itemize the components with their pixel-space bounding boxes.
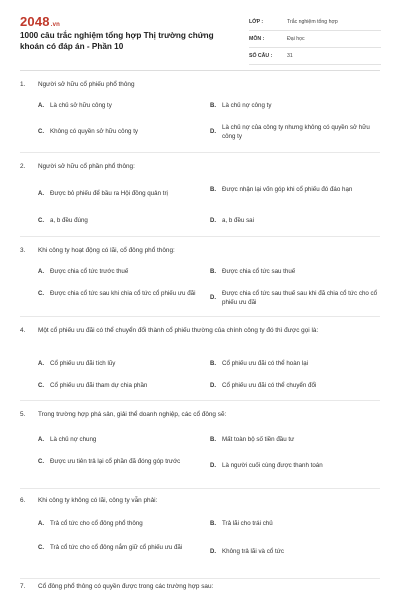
question-divider (20, 400, 380, 401)
option-d[interactable] (210, 290, 378, 307)
option-b[interactable] (210, 436, 378, 445)
document-header (0, 0, 400, 66)
question-divider (20, 578, 380, 579)
option-letter: A. (38, 191, 44, 197)
option-letter: A. (38, 437, 44, 443)
question-divider (20, 316, 380, 317)
option-b[interactable] (210, 102, 378, 111)
question-number: 7. (20, 583, 26, 590)
meta-label: MÔN : (249, 36, 265, 42)
option-a[interactable] (38, 190, 208, 199)
document-meta (249, 14, 381, 65)
meta-label: LỚP : (249, 19, 264, 25)
option-text: Là người cuối cùng được thanh toán (222, 462, 323, 469)
option-text: Là chủ nợ của công ty nhưng không có quyền sở hữu công ty (222, 124, 370, 140)
option-text: Được chia cổ tức sau khi chia cổ tức cổ phiếu ưu đãi (50, 290, 196, 297)
question-stem (20, 80, 380, 89)
option-text: Được chia cổ tức sau thuế sau khi đã chia cổ tức cho cổ phiếu ưu đãi (222, 290, 378, 306)
question-text: Khi công ty hoạt động có lãi, cổ đông phổ thông: (38, 247, 175, 254)
option-letter: D. (210, 383, 216, 389)
question-text: Một cổ phiếu ưu đãi có thể chuyển đổi thành cổ phiếu thường của chính công ty đó thì được gọi là: (38, 327, 319, 334)
option-text: Được nhận lại vốn góp khi cổ phiếu đó đáo hạn (222, 186, 353, 193)
question-stem (20, 162, 380, 171)
option-letter: A. (38, 361, 44, 367)
question-number: 6. (20, 497, 26, 504)
option-letter: C. (38, 383, 44, 389)
option-b[interactable] (210, 268, 378, 277)
option-text: Được chia cổ tức trước thuế (50, 268, 129, 275)
option-text: a, b đều sai (222, 217, 254, 224)
question-stem (20, 246, 380, 255)
option-b[interactable] (210, 186, 378, 195)
option-b[interactable] (210, 520, 378, 529)
meta-value: 31 (287, 53, 293, 59)
option-text: Được ưu tiên trả lại cổ phần đã đóng góp trước (50, 458, 181, 465)
option-text: Không trả lãi và cổ tức (222, 548, 284, 555)
question-number: 4. (20, 327, 26, 334)
option-letter: D. (210, 295, 216, 302)
question-stem (20, 582, 380, 591)
meta-label: SỐ CÂU : (249, 53, 273, 59)
question-divider (20, 236, 380, 237)
option-text: Là chủ nợ công ty (222, 102, 272, 109)
option-letter: B. (210, 361, 216, 367)
question-stem (20, 496, 380, 505)
option-letter: B. (210, 187, 216, 193)
header-divider (20, 70, 380, 71)
question-stem (20, 326, 380, 335)
question-stem (20, 410, 380, 419)
question-text: Trong trường hợp phá sản, giải thể doanh nghiệp, các cổ đông sẽ: (38, 411, 227, 418)
option-letter: B. (210, 521, 216, 527)
question-text: Khi công ty không có lãi, công ty vẫn phải: (38, 497, 158, 504)
option-a[interactable] (38, 360, 198, 369)
logo-main: 2048 (20, 14, 50, 29)
option-c[interactable] (38, 128, 198, 137)
option-text: Trả cổ tức cho cổ đông phổ thông (50, 520, 143, 527)
option-c[interactable] (38, 382, 198, 391)
option-text: Được chia cổ tức sau thuế (222, 268, 296, 275)
option-letter: A. (38, 103, 44, 109)
meta-row-count (249, 48, 381, 65)
option-c[interactable] (38, 544, 198, 553)
option-letter: C. (38, 291, 44, 297)
option-text: Được bỏ phiếu để bầu ra Hội đồng quản trị (50, 190, 168, 197)
option-text: Cổ phiếu ưu đãi có thể chuyển đổi (222, 382, 317, 389)
question-text: Cổ đông phổ thông có quyền được trong các trường hợp sau: (38, 583, 214, 590)
option-letter: B. (210, 437, 216, 443)
meta-row-class (249, 14, 381, 31)
option-c[interactable] (38, 290, 198, 299)
option-d[interactable] (210, 217, 378, 226)
option-text: Trả lãi cho trái chủ (222, 520, 273, 527)
option-text: Là chủ nợ chung (50, 436, 97, 443)
option-letter: D. (210, 463, 216, 469)
option-letter: A. (38, 269, 44, 275)
meta-row-subject (249, 31, 381, 48)
option-letter: B. (210, 269, 216, 275)
option-a[interactable] (38, 102, 198, 111)
option-d[interactable] (210, 548, 378, 557)
question-divider (20, 488, 380, 489)
option-a[interactable] (38, 268, 198, 277)
option-d[interactable] (210, 462, 378, 471)
site-logo[interactable] (20, 14, 60, 29)
option-letter: A. (38, 521, 44, 527)
option-letter: D. (210, 549, 216, 555)
logo-suffix: .vn (50, 22, 61, 28)
option-letter: C. (38, 129, 44, 135)
option-a[interactable] (38, 436, 198, 445)
question-text: Người sở hữu cổ phần phổ thông: (38, 163, 135, 170)
meta-value: Trắc nghiệm tổng hợp (287, 19, 338, 25)
option-letter: C. (38, 459, 44, 465)
option-c[interactable] (38, 217, 198, 226)
option-text: Cổ phiếu ưu đãi có thể hoàn lại (222, 360, 309, 367)
question-number: 3. (20, 247, 26, 254)
option-d[interactable] (210, 382, 378, 391)
option-b[interactable] (210, 360, 378, 369)
option-text: Không có quyền sở hữu công ty (50, 128, 139, 135)
option-d[interactable] (210, 124, 378, 141)
question-number: 1. (20, 81, 26, 88)
option-text: a, b đều đúng (50, 217, 88, 224)
option-text: Mất toàn bộ số tiền đầu tư (222, 436, 295, 443)
question-number: 2. (20, 163, 26, 170)
question-text: Người sở hữu cổ phiếu phổ thông (38, 81, 135, 88)
question-number: 5. (20, 411, 26, 418)
option-text: Là chủ sở hữu công ty (50, 102, 112, 109)
option-a[interactable] (38, 520, 198, 529)
option-text: Trả cổ tức cho cổ đông nắm giữ cổ phiếu ưu đãi (50, 544, 183, 551)
document-title: 1000 câu trắc nghiệm tổng hợp Thị trường chứng khoán có đáp án - Phần 10 (20, 31, 214, 51)
meta-value: Đại học (287, 36, 305, 42)
option-text: Cổ phiếu ưu đãi tham dự chia phần (50, 382, 148, 389)
question-divider (20, 152, 380, 153)
option-letter: C. (38, 545, 44, 551)
option-letter: C. (38, 218, 44, 224)
option-c[interactable] (38, 458, 198, 467)
option-letter: B. (210, 103, 216, 109)
option-letter: D. (210, 129, 216, 136)
option-text: Cổ phiếu ưu đãi tích lũy (50, 360, 116, 367)
option-letter: D. (210, 218, 216, 224)
